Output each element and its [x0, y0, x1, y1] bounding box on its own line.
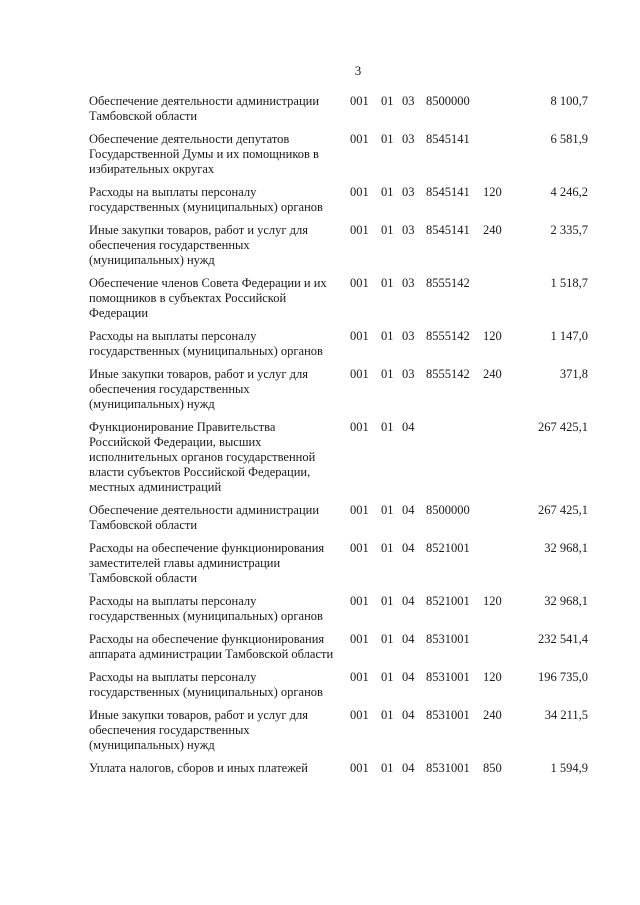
row-section: 01 — [381, 276, 394, 290]
row-name: Обеспечение членов Совета Федерации и их помощников в субъектах Российской Федерации — [89, 276, 327, 320]
row-expense-type: 240 — [483, 708, 502, 722]
row-name: Расходы на выплаты персоналу государственных (муниципальных) органов — [89, 670, 323, 699]
row-sum: 371,8 — [559, 367, 588, 381]
row-ved: 001 — [350, 632, 369, 646]
row-sum: 8 100,7 — [550, 94, 588, 108]
row-sum: 267 425,1 — [538, 420, 588, 434]
table-row — [0, 367, 640, 412]
row-target-code: 8521001 — [426, 594, 470, 608]
row-sum: 196 735,0 — [538, 670, 588, 684]
row-target-code: 8545141 — [426, 185, 470, 199]
row-ved: 001 — [350, 670, 369, 684]
row-target-code: 8531001 — [426, 708, 470, 722]
table-row — [0, 276, 640, 321]
table-row — [0, 223, 640, 268]
row-section: 01 — [381, 367, 394, 381]
row-subsection: 04 — [402, 541, 415, 555]
row-subsection: 04 — [402, 708, 415, 722]
row-name: Обеспечение деятельности депутатов Государственной Думы и их помощников в избирательных округах — [89, 132, 319, 176]
row-section: 01 — [381, 185, 394, 199]
row-ved: 001 — [350, 132, 369, 146]
row-target-code: 8555142 — [426, 367, 470, 381]
row-sum: 32 968,1 — [544, 541, 588, 555]
row-target-code: 8555142 — [426, 276, 470, 290]
row-name: Расходы на выплаты персоналу государственных (муниципальных) органов — [89, 329, 323, 358]
row-name: Расходы на обеспечение функционирования заместителей главы администрации Тамбовской области — [89, 541, 325, 585]
row-name: Обеспечение деятельности администрации Тамбовской области — [89, 503, 320, 532]
row-ved: 001 — [350, 708, 369, 722]
row-ved: 001 — [350, 276, 369, 290]
row-ved: 001 — [350, 223, 369, 237]
row-name: Расходы на выплаты персоналу государственных (муниципальных) органов — [89, 185, 323, 214]
row-target-code: 8531001 — [426, 761, 470, 775]
row-section: 01 — [381, 541, 394, 555]
table-row — [0, 329, 640, 359]
row-expense-type: 850 — [483, 761, 502, 775]
row-expense-type: 120 — [483, 185, 502, 199]
row-sum: 1 594,9 — [550, 761, 588, 775]
row-ved: 001 — [350, 94, 369, 108]
row-name: Расходы на обеспечение функционирования аппарата администрации Тамбовской области — [89, 632, 334, 661]
row-section: 01 — [381, 670, 394, 684]
row-target-code: 8555142 — [426, 329, 470, 343]
row-target-code: 8531001 — [426, 670, 470, 684]
row-target-code: 8531001 — [426, 632, 470, 646]
row-section: 01 — [381, 761, 394, 775]
row-ved: 001 — [350, 329, 369, 343]
row-target-code: 8545141 — [426, 132, 470, 146]
budget-table — [0, 94, 640, 784]
row-sum: 1 147,0 — [550, 329, 588, 343]
table-row — [0, 708, 640, 753]
row-ved: 001 — [350, 420, 369, 434]
row-subsection: 03 — [402, 223, 415, 237]
table-row — [0, 503, 640, 533]
row-subsection: 04 — [402, 670, 415, 684]
row-section: 01 — [381, 594, 394, 608]
row-expense-type: 240 — [483, 367, 502, 381]
table-row — [0, 632, 640, 662]
row-expense-type: 120 — [483, 670, 502, 684]
row-subsection: 03 — [402, 132, 415, 146]
row-subsection: 03 — [402, 276, 415, 290]
table-row — [0, 670, 640, 700]
row-sum: 2 335,7 — [550, 223, 588, 237]
row-section: 01 — [381, 329, 394, 343]
row-name: Функционирование Правительства Российской Федерации, высших исполнительных органов государственной власти субъектов Российской Федерации, местных администраций — [89, 420, 316, 494]
row-subsection: 04 — [402, 594, 415, 608]
row-target-code: 8521001 — [426, 541, 470, 555]
row-subsection: 04 — [402, 632, 415, 646]
row-subsection: 03 — [402, 329, 415, 343]
row-name: Уплата налогов, сборов и иных платежей — [89, 761, 308, 775]
row-section: 01 — [381, 223, 394, 237]
row-section: 01 — [381, 632, 394, 646]
row-section: 01 — [381, 94, 394, 108]
row-sum: 34 211,5 — [544, 708, 588, 722]
row-sum: 267 425,1 — [538, 503, 588, 517]
row-expense-type: 120 — [483, 329, 502, 343]
row-name: Иные закупки товаров, работ и услуг для обеспечения государственных (муниципальных) нужд — [89, 367, 309, 411]
row-expense-type: 240 — [483, 223, 502, 237]
row-name: Иные закупки товаров, работ и услуг для обеспечения государственных (муниципальных) нужд — [89, 223, 309, 267]
row-ved: 001 — [350, 541, 369, 555]
row-target-code: 8545141 — [426, 223, 470, 237]
row-section: 01 — [381, 132, 394, 146]
row-ved: 001 — [350, 761, 369, 775]
table-row — [0, 420, 640, 495]
row-sum: 1 518,7 — [550, 276, 588, 290]
row-ved: 001 — [350, 503, 369, 517]
row-ved: 001 — [350, 367, 369, 381]
row-sum: 4 246,2 — [550, 185, 588, 199]
table-row — [0, 761, 640, 776]
row-target-code: 8500000 — [426, 94, 470, 108]
row-subsection: 03 — [402, 185, 415, 199]
row-name: Расходы на выплаты персоналу государственных (муниципальных) органов — [89, 594, 323, 623]
table-row — [0, 132, 640, 177]
row-name: Иные закупки товаров, работ и услуг для обеспечения государственных (муниципальных) нужд — [89, 708, 309, 752]
row-target-code: 8500000 — [426, 503, 470, 517]
row-expense-type: 120 — [483, 594, 502, 608]
row-subsection: 04 — [402, 420, 415, 434]
row-ved: 001 — [350, 185, 369, 199]
row-sum: 32 968,1 — [544, 594, 588, 608]
row-subsection: 04 — [402, 503, 415, 517]
row-section: 01 — [381, 708, 394, 722]
table-row — [0, 594, 640, 624]
table-row — [0, 185, 640, 215]
row-subsection: 04 — [402, 761, 415, 775]
row-subsection: 03 — [402, 94, 415, 108]
row-name: Обеспечение деятельности администрации Тамбовской области — [89, 94, 320, 123]
row-ved: 001 — [350, 594, 369, 608]
table-row — [0, 94, 640, 124]
row-section: 01 — [381, 503, 394, 517]
row-sum: 232 541,4 — [538, 632, 588, 646]
row-sum: 6 581,9 — [550, 132, 588, 146]
row-subsection: 03 — [402, 367, 415, 381]
row-section: 01 — [381, 420, 394, 434]
table-row — [0, 541, 640, 586]
page-number: 3 — [354, 63, 362, 78]
